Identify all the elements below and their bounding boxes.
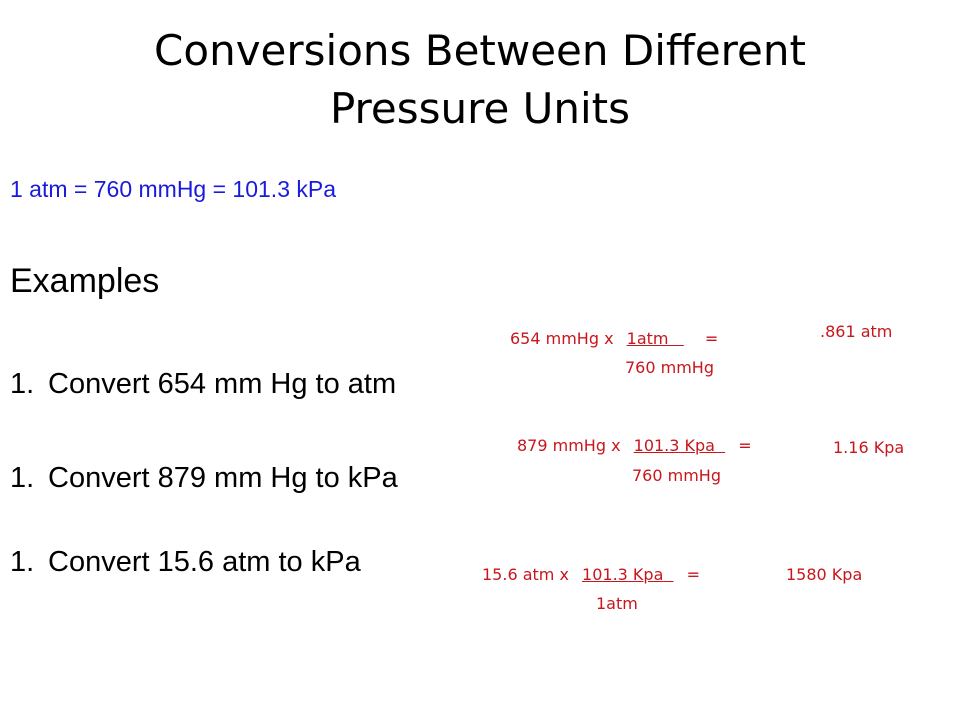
problem-3 — [10, 546, 361, 579]
title-line-1: Conversions Between Different — [154, 26, 806, 75]
problem-2 — [10, 462, 398, 495]
work-1-answer: .861 atm — [820, 322, 893, 341]
work-2-denominator: 760 mmHg — [632, 466, 721, 485]
work-numerator: 101.3 Kpa — [633, 436, 715, 455]
examples-heading: Examples — [10, 262, 160, 300]
problem-1 — [10, 368, 396, 401]
work-numerator: 101.3 Kpa — [582, 565, 664, 584]
work-equals: = — [686, 565, 701, 584]
work-3-denominator: 1atm — [596, 594, 638, 613]
problem-text: Convert 654 mm Hg to atm — [48, 368, 397, 400]
work-3-given-line — [482, 565, 700, 584]
work-numerator: 1atm — [626, 329, 669, 348]
work-3-answer: 1580 Kpa — [786, 565, 863, 584]
work-2-answer: 1.16 Kpa — [833, 438, 905, 457]
slide-title — [0, 22, 960, 138]
problem-number: 1. — [10, 546, 35, 578]
problem-number: 1. — [10, 462, 35, 494]
unit-equivalence: 1 atm = 760 mmHg = 101.3 kPa — [10, 176, 337, 202]
work-equals: = — [704, 329, 719, 348]
problem-text: Convert 879 mm Hg to kPa — [48, 462, 398, 494]
work-1-denominator: 760 mmHg — [625, 358, 714, 377]
problem-text: Convert 15.6 atm to kPa — [48, 546, 361, 578]
work-equals: = — [738, 436, 752, 455]
problem-number: 1. — [10, 368, 35, 400]
work-given: 654 mmHg x — [510, 329, 614, 348]
work-1-given-line — [510, 329, 718, 348]
work-given: 879 mmHg x — [517, 436, 621, 455]
work-given: 15.6 atm x — [482, 565, 569, 584]
work-2-given-line — [517, 436, 752, 455]
title-line-2: Pressure Units — [329, 84, 631, 133]
